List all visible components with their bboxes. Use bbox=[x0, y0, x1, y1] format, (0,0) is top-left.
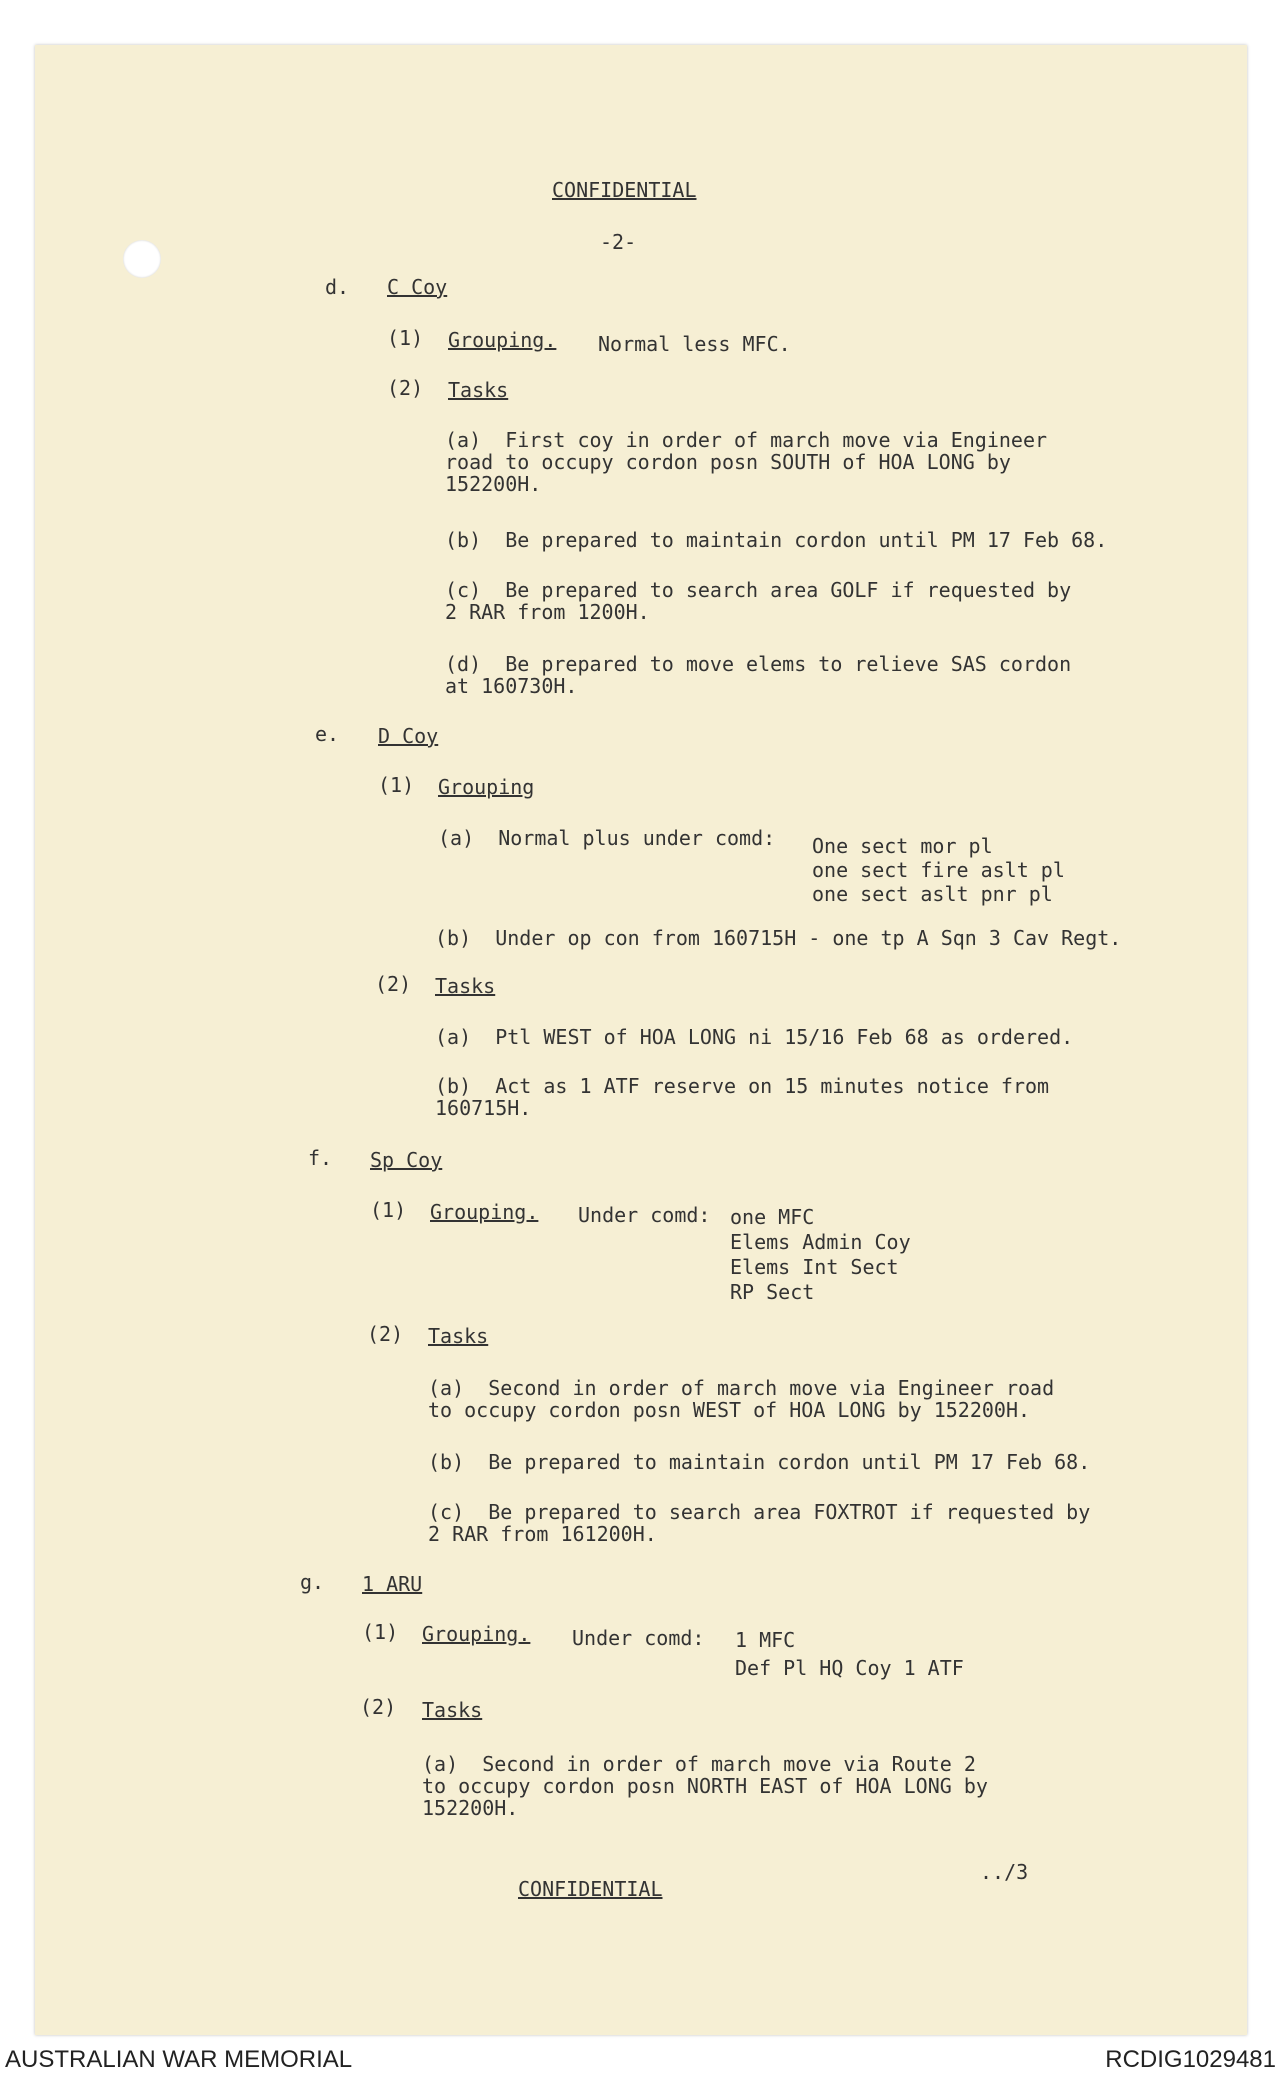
task-line: (c) Be prepared to search area FOXTROT if requested by bbox=[428, 1500, 1091, 1524]
tasks-label: Tasks bbox=[428, 1324, 489, 1348]
grouping-item: One sect mor pl bbox=[812, 834, 993, 858]
section-letter: g. bbox=[300, 1570, 325, 1594]
grouping-item: Def Pl HQ Coy 1 ATF bbox=[735, 1656, 964, 1680]
item-number: (2) bbox=[387, 376, 424, 400]
grouping-label: Grouping. bbox=[448, 328, 557, 352]
item-number: (1) bbox=[362, 1620, 399, 1644]
grouping-label: Grouping. bbox=[430, 1200, 539, 1224]
archive-id: RCDIG1029481 bbox=[1105, 2046, 1276, 2073]
grouping-item: one MFC bbox=[730, 1205, 815, 1229]
task-line: to occupy cordon posn NORTH EAST of HOA LONG by bbox=[422, 1774, 988, 1798]
item-number: (1) bbox=[370, 1198, 407, 1222]
tasks-label: Tasks bbox=[448, 378, 509, 402]
grouping-item: one sect fire aslt pl bbox=[812, 858, 1065, 882]
grouping-label: Grouping bbox=[438, 775, 535, 799]
archive-label: AUSTRALIAN WAR MEMORIAL bbox=[5, 2046, 353, 2073]
grouping-item: Elems Int Sect bbox=[730, 1255, 899, 1279]
section-title: 1 ARU bbox=[362, 1572, 423, 1596]
task-line: 152200H. bbox=[445, 472, 542, 496]
item-number: (1) bbox=[387, 326, 424, 350]
task-line: 2 RAR from 1200H. bbox=[445, 600, 650, 624]
punch-hole bbox=[123, 240, 161, 278]
task-line: 160715H. bbox=[435, 1096, 532, 1120]
task-line: 2 RAR from 161200H. bbox=[428, 1522, 657, 1546]
section-title: C Coy bbox=[387, 275, 448, 299]
continuation-mark: ../3 bbox=[980, 1860, 1029, 1884]
task-line: (a) Ptl WEST of HOA LONG ni 15/16 Feb 68 as ordered. bbox=[435, 1025, 1074, 1049]
section-letter: f. bbox=[308, 1146, 333, 1170]
task-line: 152200H. bbox=[422, 1796, 519, 1820]
classification-header: CONFIDENTIAL bbox=[552, 178, 697, 202]
item-number: (2) bbox=[367, 1322, 404, 1346]
grouping-text: Normal less MFC. bbox=[598, 332, 791, 356]
item-number: (2) bbox=[375, 972, 412, 996]
task-line: (b) Act as 1 ATF reserve on 15 minutes notice from bbox=[435, 1074, 1050, 1098]
grouping-under: Under comd: bbox=[572, 1626, 705, 1650]
task-line: (a) First coy in order of march move via Engineer bbox=[445, 428, 1048, 452]
grouping-item: RP Sect bbox=[730, 1280, 815, 1304]
tasks-label: Tasks bbox=[435, 974, 496, 998]
task-line: to occupy cordon posn WEST of HOA LONG by 152200H. bbox=[428, 1398, 1031, 1422]
section-title: Sp Coy bbox=[370, 1148, 443, 1172]
grouping-item: Elems Admin Coy bbox=[730, 1230, 911, 1254]
task-line: at 160730H. bbox=[445, 674, 578, 698]
tasks-label: Tasks bbox=[422, 1698, 483, 1722]
task-line: (a) Second in order of march move via Route 2 bbox=[422, 1752, 976, 1776]
grouping-line: (a) Normal plus under comd: bbox=[438, 826, 776, 850]
task-line: (a) Second in order of march move via Engineer road bbox=[428, 1376, 1055, 1400]
grouping-item: 1 MFC bbox=[735, 1628, 796, 1652]
section-title: D Coy bbox=[378, 724, 439, 748]
grouping-label: Grouping. bbox=[422, 1622, 531, 1646]
task-line: (d) Be prepared to move elems to relieve SAS cordon bbox=[445, 652, 1072, 676]
grouping-line: (b) Under op con from 160715H - one tp A Sqn 3 Cav Regt. bbox=[435, 926, 1122, 950]
page-number: -2- bbox=[600, 230, 637, 254]
task-line: (c) Be prepared to search area GOLF if requested by bbox=[445, 578, 1072, 602]
item-number: (2) bbox=[360, 1695, 397, 1719]
section-letter: d. bbox=[325, 275, 350, 299]
grouping-item: one sect aslt pnr pl bbox=[812, 882, 1053, 906]
task-line: (b) Be prepared to maintain cordon until PM 17 Feb 68. bbox=[428, 1450, 1091, 1474]
grouping-under: Under comd: bbox=[578, 1203, 711, 1227]
classification-footer: CONFIDENTIAL bbox=[518, 1877, 663, 1901]
section-letter: e. bbox=[315, 722, 340, 746]
task-line: (b) Be prepared to maintain cordon until PM 17 Feb 68. bbox=[445, 528, 1108, 552]
task-line: road to occupy cordon posn SOUTH of HOA LONG by bbox=[445, 450, 1011, 474]
item-number: (1) bbox=[378, 773, 415, 797]
